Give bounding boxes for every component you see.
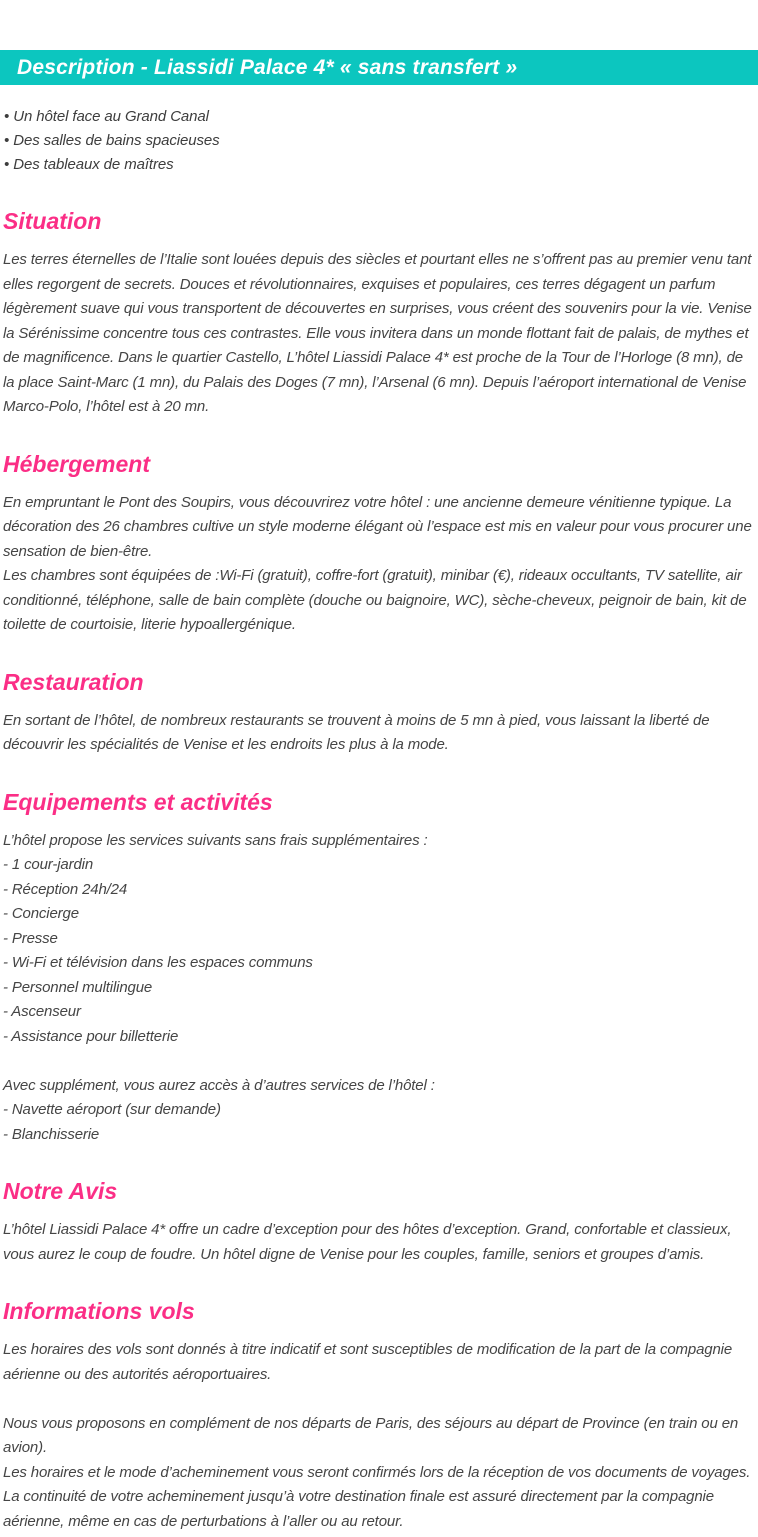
section-paragraph: En sortant de l’hôtel, de nombreux restaurants se trouvent à moins de 5 mn à pied, vous laissant la liberté de découvrir les spécialités de Venise et les endroits les plus à la mode. (3, 711, 710, 753)
page (0, 50, 758, 1534)
section-paragraph: L’hôtel propose les services suivants sans frais supplémentaires : (3, 831, 428, 849)
section-paragraph (0, 1049, 758, 1074)
section-heading: Notre Avis (3, 1178, 118, 1204)
sections-container (0, 208, 758, 1534)
highlight-item: • Des tableaux de maîtres (4, 153, 752, 177)
section-heading: Informations vols (3, 1298, 195, 1324)
section-paragraph: L’hôtel Liassidi Palace 4* offre un cadre d’exception pour des hôtes d’exception. Grand, confortable et classieux, vous aurez le coup de foudre. Un hôtel digne de Venise pour les couples, famille, seniors et groupes d’amis. (3, 1221, 732, 1263)
section-paragraph: Les horaires des vols sont donnés à titre indicatif et sont susceptibles de modification de la part de la compagnie aérienne ou des autorités aéroportuaires. (3, 1341, 733, 1383)
section-heading: Situation (3, 208, 102, 234)
section-paragraph: - Ascenseur (3, 1003, 81, 1020)
section-paragraph: Nous vous proposons en complément de nos départs de Paris, des séjours au départ de Province (en train ou en avion). (3, 1414, 739, 1456)
title-banner (0, 50, 758, 85)
section-informations-vols (0, 1298, 758, 1534)
section-paragraph: - Wi-Fi et télévision dans les espaces communs (3, 954, 313, 971)
section-heading: Restauration (3, 668, 144, 695)
section-paragraph: - Presse (3, 929, 58, 947)
section-equipements-et-activites (0, 789, 758, 1148)
section-paragraph: - 1 cour-jardin (3, 856, 94, 873)
section-paragraph: - Concierge (3, 905, 79, 922)
section-paragraph: Les chambres sont équipées de :Wi-Fi (gratuit), coffre-fort (gratuit), minibar (€), rideaux occultants, TV satellite, air conditionné, téléphone, salle de bain complète (douche ou baignoire, WC), sèche-cheveux, peignoir de bain, kit de toilette de courtoisie, literie hypoallergénique. (3, 567, 747, 633)
highlight-item: • Un hôtel face au Grand Canal (4, 105, 752, 129)
section-heading: Hébergement (3, 450, 150, 477)
section-heading: Equipements et activités (3, 788, 273, 815)
section-hebergement (0, 451, 758, 638)
highlights-list (0, 105, 758, 177)
section-paragraph: - Personnel multilingue (3, 978, 153, 996)
section-paragraph: - Navette aéroport (sur demande) (3, 1101, 221, 1118)
section-paragraph: - Blanchisserie (3, 1125, 100, 1143)
section-situation (0, 208, 758, 420)
section-paragraph: Avec supplément, vous aurez accès à d’autres services de l’hôtel : (3, 1076, 435, 1094)
section-restauration (0, 669, 758, 758)
section-paragraph: - Assistance pour billetterie (3, 1027, 179, 1045)
section-paragraph: En empruntant le Pont des Soupirs, vous découvrirez votre hôtel : une ancienne demeure vénitienne typique. La décoration des 26 chambres cultive un style moderne élégant où l’espace est mis en valeur pour vous procurer une sensation de bien-être. (3, 493, 752, 560)
section-paragraph: Les terres éternelles de l’Italie sont louées depuis des siècles et pourtant elles ne s’offrent pas au premier venu tant elles regorgent de secrets. Douces et révolutionnaires, exquises et populaires, ces terres dégagent un parfum légèrement suave qui vous transportent de découvertes en surprises, vous créent des souvenirs pour la vie. Venise la Sérénissime concentre tous ces contrastes. Elle vous invitera dans un monde flottant fait de palais, de mythes et de magnificence. Dans le quartier Castello, L’hôtel Liassidi Palace 4* est proche de la Tour de l’Horloge (8 mn), de la place Saint-Marc (1 mn), du Palais des Doges (7 mn), l’Arsenal (6 mn). Depuis l’aéroport international de Venise Marco-Polo, l’hôtel est à 20 mn. (3, 251, 752, 415)
section-paragraph: Les horaires et le mode d’acheminement vous seront confirmés lors de la réception de vos documents de voyages. (3, 1463, 751, 1481)
section-paragraph: - Réception 24h/24 (3, 880, 128, 898)
section-notre-avis (0, 1178, 758, 1267)
highlight-item: • Des salles de bains spacieuses (4, 129, 752, 153)
section-paragraph (0, 1387, 758, 1412)
section-paragraph: La continuité de votre acheminement jusqu’à votre destination finale est assuré directement par la compagnie aérienne, même en cas de perturbations à l’aller ou au retour. (3, 1488, 714, 1530)
page-title: Description - Liassidi Palace 4* « sans transfert » (17, 55, 518, 79)
